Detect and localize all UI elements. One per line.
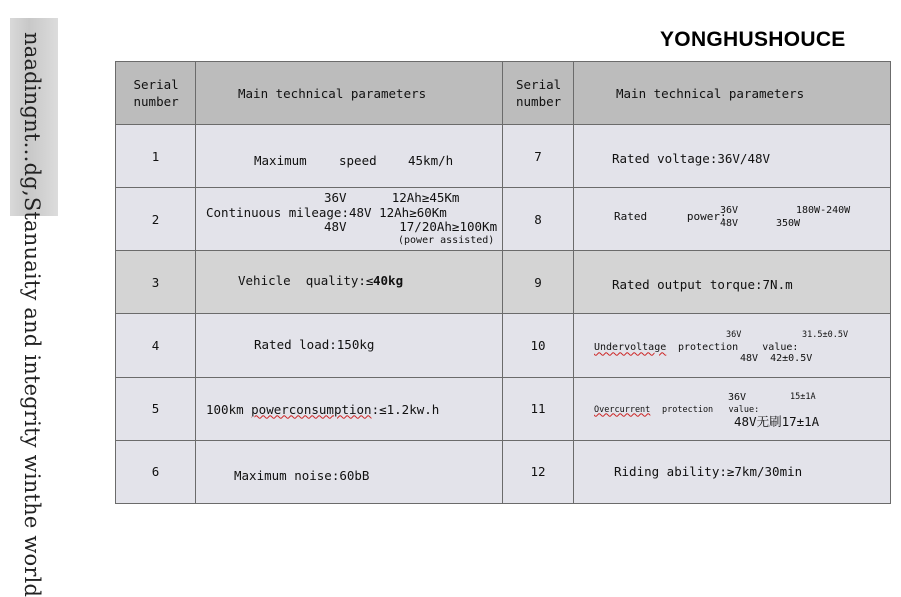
param-text: Rated output torque:7N.m	[612, 277, 793, 293]
param-text: speed	[339, 153, 377, 168]
param-text: 350W	[776, 218, 801, 230]
table-row	[116, 188, 891, 251]
param-text: 15±1A	[790, 391, 816, 402]
param-cell	[196, 251, 503, 314]
param-text: 180W-240W	[796, 205, 851, 217]
serial-cell: 12	[503, 440, 574, 503]
header-serial-label: Serial number	[133, 77, 179, 109]
brand-title: YONGHUSHOUCE	[660, 28, 846, 51]
param-text: 36V 12Ah≥45Km	[324, 190, 460, 206]
param-cell	[196, 314, 503, 377]
param-cell	[574, 251, 891, 314]
param-label: Overcurrent	[594, 404, 651, 415]
param-text: 48V无刷17±1A	[734, 413, 820, 429]
serial-cell: 7	[503, 125, 574, 188]
param-text: 100km	[206, 401, 252, 417]
param-cell	[574, 188, 891, 251]
serial-cell: 9	[503, 251, 574, 314]
param-text: :≤1.2kw.h	[371, 401, 440, 417]
table-row	[116, 440, 891, 503]
header-parameters: Main technical parameters	[196, 62, 503, 125]
param-text: 31.5±0.5V	[802, 330, 849, 341]
param-cell	[196, 188, 503, 251]
param-text: 45km/h	[408, 153, 454, 168]
side-slogan: naadingnt…dg,Stanuaity and integrity winthe world	[20, 32, 44, 597]
header-parameters-2: Main technical parameters	[574, 62, 891, 125]
serial-cell: 5	[116, 377, 196, 440]
serial-cell: 8	[503, 188, 574, 251]
serial-cell: 10	[503, 314, 574, 377]
param-text: 36V	[720, 205, 739, 217]
table-row	[116, 314, 891, 377]
table-row	[116, 251, 891, 314]
param-label: Undervoltage	[594, 342, 667, 354]
param-text: 48V 17/20Ah≥100Km	[324, 219, 498, 235]
param-cell	[574, 125, 891, 188]
param-text: Rated power:	[614, 210, 727, 224]
param-text: Maximum noise:60bB	[234, 467, 370, 483]
param-text: Riding ability:≥7km/30min	[614, 463, 803, 479]
param-text: Rated voltage:36V/48V	[612, 151, 771, 166]
param-text: Maximum	[254, 153, 307, 168]
header-serial	[116, 62, 196, 125]
serial-cell: 2	[116, 188, 196, 251]
param-cell	[574, 440, 891, 503]
param-text: Rated load:150kg	[254, 337, 375, 353]
param-text: 36V	[728, 391, 747, 403]
serial-cell: 1	[116, 125, 196, 188]
param-cell	[196, 377, 503, 440]
serial-cell: 6	[116, 440, 196, 503]
param-text: Vehicle quality:≤	[238, 273, 374, 289]
header-serial-2	[503, 62, 574, 125]
param-value: 40kg	[373, 273, 404, 289]
param-text: Continuous mileage:48V 12Ah≥60Km	[206, 205, 447, 221]
param-cell	[574, 314, 891, 377]
spec-table	[115, 61, 891, 504]
param-cell	[196, 125, 503, 188]
param-cell	[196, 440, 503, 503]
serial-cell: 4	[116, 314, 196, 377]
param-text: 36V	[726, 330, 742, 341]
serial-cell: 11	[503, 377, 574, 440]
param-text: 48V 42±0.5V	[740, 353, 813, 365]
param-text: protection value:	[678, 342, 799, 354]
table-row	[116, 125, 891, 188]
param-text: powerconsumption	[251, 401, 372, 417]
param-text: 48V	[720, 218, 739, 230]
param-cell	[574, 377, 891, 440]
param-text: (power assisted)	[398, 235, 495, 247]
header-serial-2-label: Serial number	[516, 77, 562, 109]
table-header-row	[116, 62, 891, 125]
table-row	[116, 377, 891, 440]
param-text: protection value:	[662, 404, 760, 415]
serial-cell: 3	[116, 251, 196, 314]
